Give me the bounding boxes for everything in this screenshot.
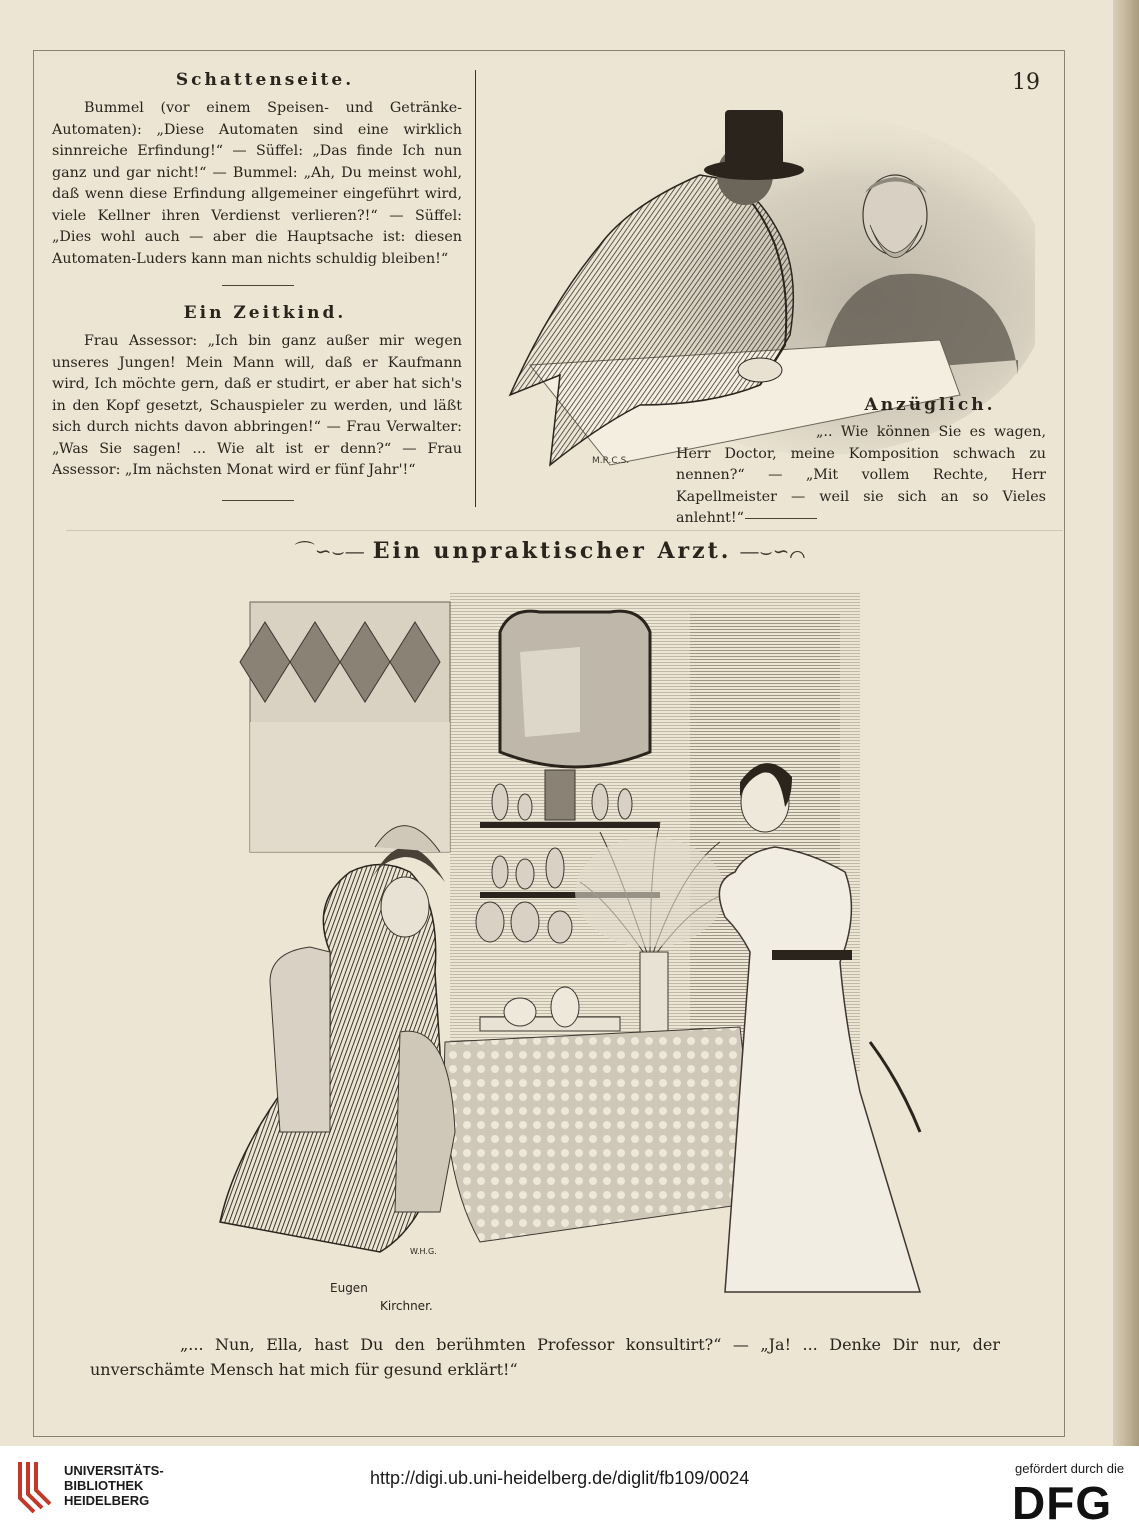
cartoon-illustration-parlor-scene — [180, 572, 980, 1322]
separator-rule — [222, 285, 294, 286]
library-name-line3: HEIDELBERG — [64, 1493, 150, 1508]
permalink-url[interactable]: http://digi.ub.uni-heidelberg.de/diglit/fb109/0024 — [370, 1468, 750, 1488]
column-rule — [475, 70, 476, 507]
article-text-zeitkind: Frau Assessor: „Ich bin ganz außer mir wegen unseres Jungen! Mein Mann will, daß er Kaufmann wird, Ich möchte gern, daß er studirt, er aber hat sich's in den Kopf gesetzt, Schauspieler zu werden, und läßt sich durch nichts davon abbringen!“ — Frau Verwalter: „Was Sie sagen! ... Wie alt ist er denn?“ — Frau Assessor: „Im nächsten Monat wird er fünf Jahr'!“ — [52, 333, 462, 478]
artist-signature-line2: Kirchner. — [380, 1299, 433, 1313]
ornament-right-icon: —⌣∽⌒ — [739, 539, 806, 563]
main-cartoon-title — [0, 535, 1100, 564]
main-cartoon-caption: „... Nun, Ella, hast Du den berühmten Professor konsultirt?“ — „Ja! ... Denke Dir nur, der unverschämte Mensch hat mich für gesund erklärt!“ — [90, 1335, 1000, 1379]
ornament-left-icon: ⌒∽⌣— — [294, 539, 365, 563]
cartoon-caption-anzueglich: „.. Wie können Sie es wagen, Herr Doctor, meine Komposition schwach zu nennen?“ — „Mit vollem Rechte, Herr Kapellmeister — weil sie sich an so Vieles anlehnt!“ — [676, 424, 1046, 526]
cartoon-title-anzueglich: Anzüglich. — [864, 395, 996, 415]
section-rule — [66, 530, 1063, 531]
university-library-name[interactable] — [64, 1463, 164, 1508]
separator-rule — [222, 500, 294, 501]
page-edge — [1113, 0, 1139, 1446]
separator-rule — [745, 518, 817, 519]
university-library-logo-icon[interactable] — [14, 1458, 56, 1518]
engraver-mark: W.H.G. — [410, 1247, 437, 1256]
main-cartoon-title-text: Ein unpraktischer Arzt. — [372, 538, 732, 564]
artist-mark: M.R.C.S. — [592, 456, 630, 466]
page-number: 19 — [1012, 70, 1040, 95]
article-title-schattenseite: Schattenseite. — [175, 70, 355, 90]
footer-bar — [0, 1446, 1139, 1533]
funded-by-label: gefördert durch die — [1015, 1461, 1125, 1476]
article-title-zeitkind: Ein Zeitkind. — [183, 303, 347, 323]
dfg-logo[interactable]: DFG — [1012, 1477, 1113, 1529]
library-name-line2: BIBLIOTHEK — [64, 1478, 144, 1493]
cartoon-illustration-conductor-doctor — [490, 75, 1035, 475]
library-name-line1: UNIVERSITÄTS- — [64, 1463, 164, 1478]
article-text-schattenseite: Bummel (vor einem Speisen- und Getränke-Automaten): „Diese Automaten sind eine wirklich sinnreiche Erfindung!“ — Süffel: „Das finde Ich nun ganz und gar nicht!“ — Bummel: „Ah, Du meinst wohl, daß wenn diese Erfindung allgemeiner eingeführt wird, viele Kellner ihren Verdienst verlieren?!“ — Süffel: „Dies wohl auch — aber die Hauptsache ist: diesen Automaten-Luders kann man nichts schuldig bleiben!“ — [52, 100, 462, 267]
artist-signature-line1: Eugen — [330, 1281, 368, 1295]
